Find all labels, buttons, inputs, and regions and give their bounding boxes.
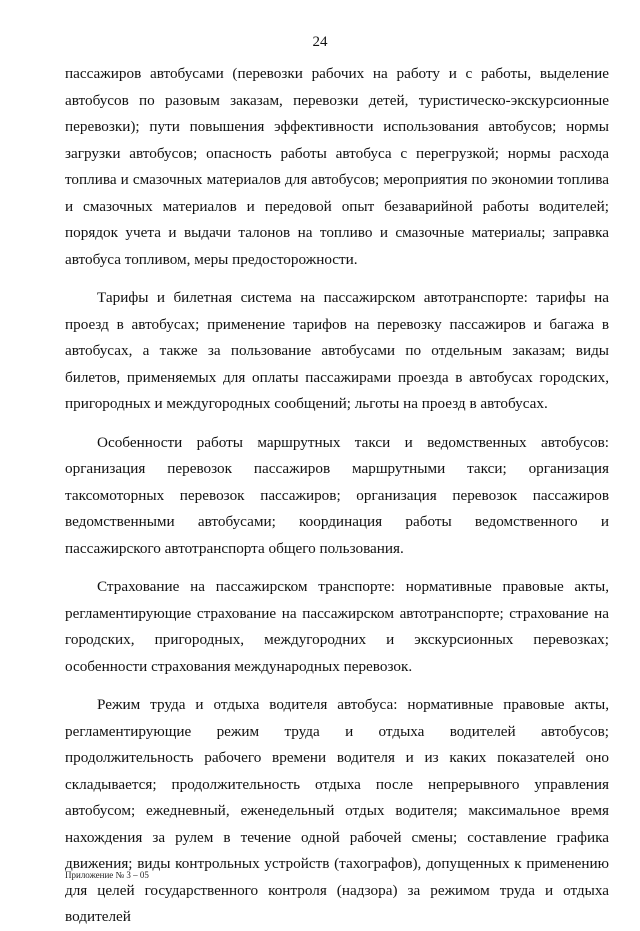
paragraph-work-rest-regime: Режим труда и отдыха водителя автобуса: нормативные правовые акты, регламентирующие режим труда и отдыха водителей автобусов; продолжительность рабочего времени водителя и из каких показателей оно складывается; продолжительность отдыха после непрерывного управления автобусом; ежедневный, еженедельный отдых водителя; максимальное время нахождения за рулем в течение одной рабочей смены; составление графика движения; виды контрольных устройств (тахографов), допущенных к применению для целей государственного контроля (надзора) за режимом труда и отдыха водителей [65,696,609,925]
page-body [65,61,609,931]
paragraph-route-taxi: Особенности работы маршрутных такси и ведомственных автобусов: организация перевозок пассажиров маршрутными такси; организация таксомоторных перевозок пассажиров; организация перевозок пассажиров ведомственными автобусами; координация работы ведомственного и пассажирского автотранспорта общего пользования. [65,433,609,557]
paragraph-insurance: Страхование на пассажирском транспорте: нормативные правовые акты, регламентирующие страхование на пассажирском автотранспорте; страхование на городских, пригородных, междугородних и экскурсионных перевозках; особенности страхования международных перевозок. [65,578,609,675]
paragraph-tariffs: Тарифы и билетная система на пассажирском автотранспорте: тарифы на проезд в автобусах; применение тарифов на перевозку пассажиров и багажа в автобусах, а также за пользование автобусами по отдельным заказам; виды билетов, применяемых для оплаты пассажирами проезда в автобусах городских, пригородных и междугородных сообщений; льготы на проезд в автобусах. [65,289,609,412]
page-number: 24 [312,34,328,50]
footer-appendix-label: Приложение № 3 – 05 [65,870,149,880]
paragraph-continuation: пассажиров автобусами (перевозки рабочих на работу и с работы, выделение автобусов по разовым заказам, перевозки детей, туристическо-экскурсионные перевозки); пути повышения эффективности использования автобусов; нормы загрузки автобусов; опасность работы автобуса с перегрузкой; нормы расхода топлива и смазочных материалов для автобусов; мероприятия по экономии топлива и смазочных материалов и передовой опыт безаварийной работы водителей; порядок учета и выдачи талонов на топливо и смазочные материалы; заправка автобуса топливом, меры предосторожности. [65,65,609,268]
